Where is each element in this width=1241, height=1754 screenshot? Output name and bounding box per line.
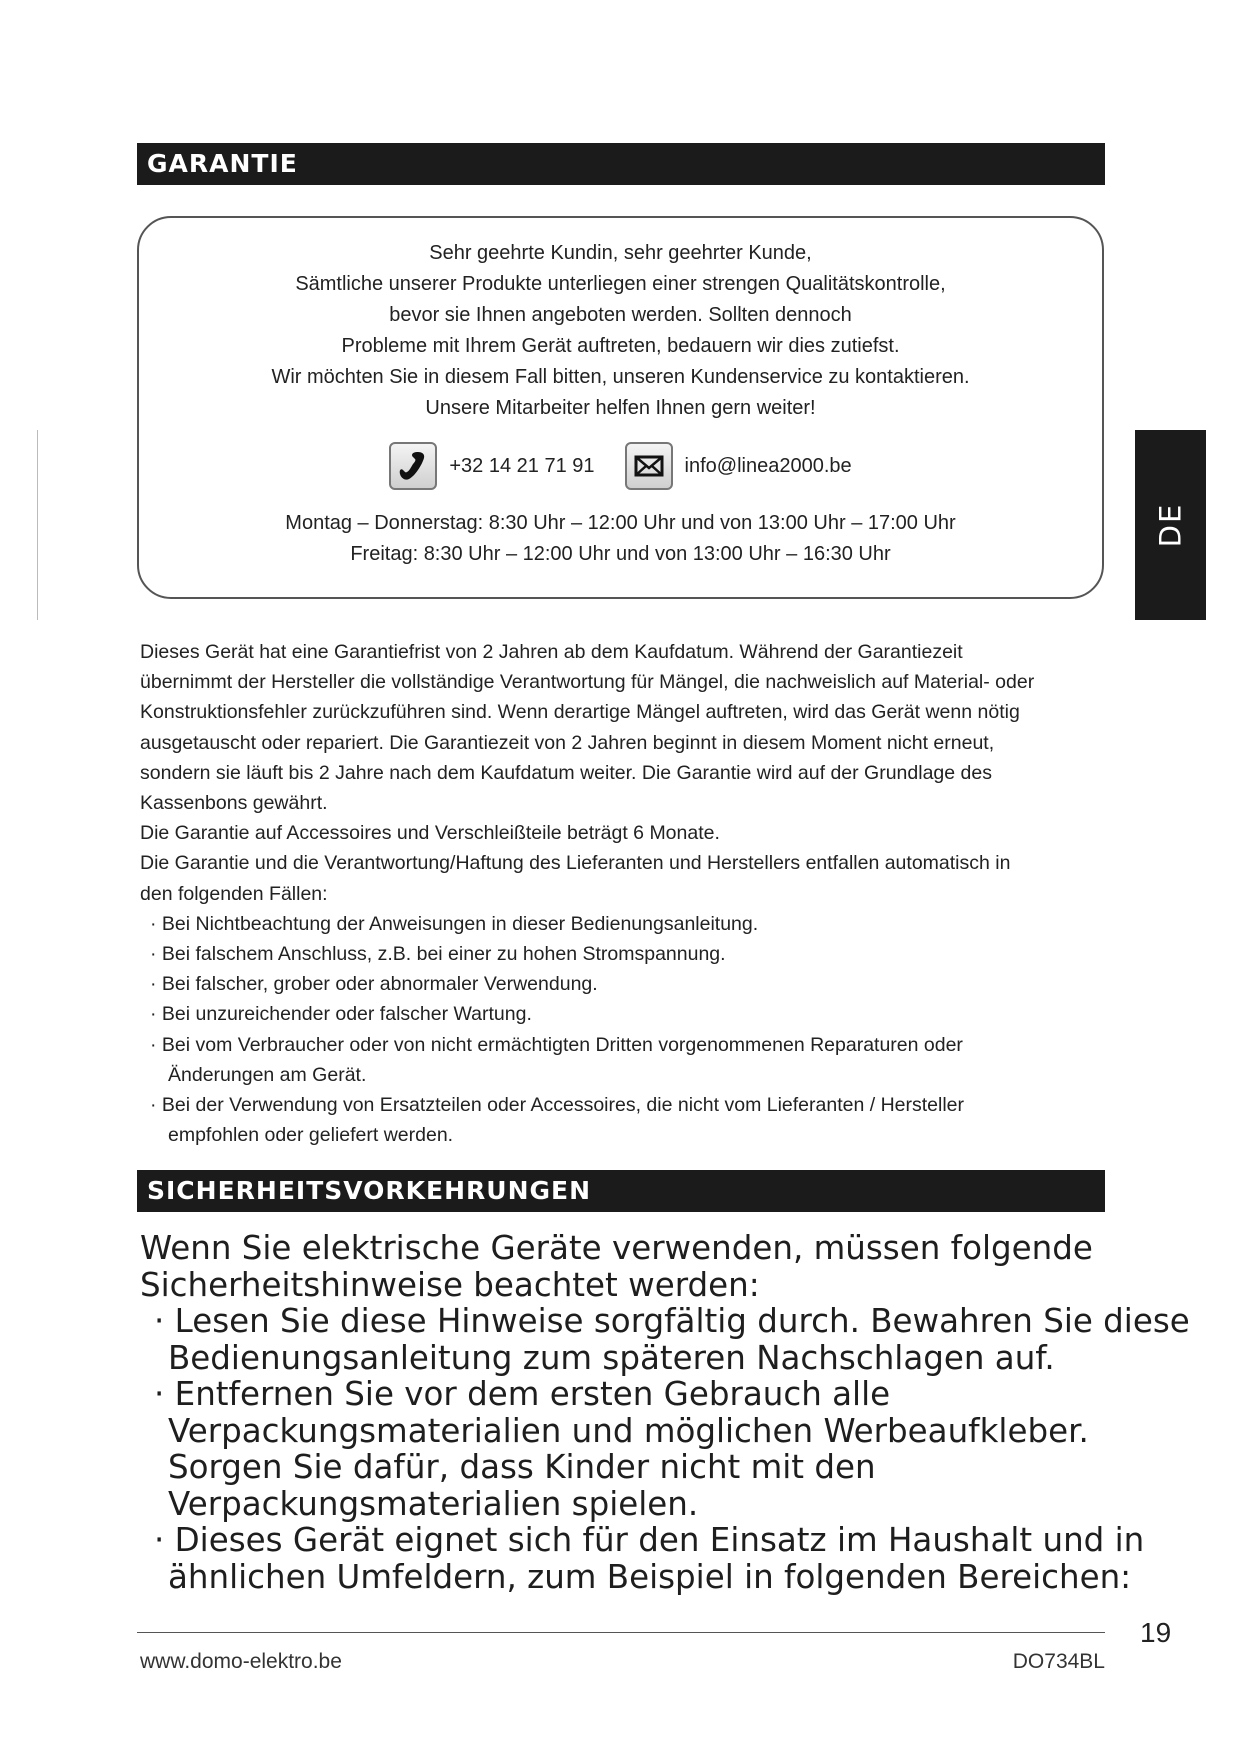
contact-row: [139, 442, 1102, 490]
safety-line: Wenn Sie elektrische Geräte verwenden, müssen folgende: [140, 1229, 1093, 1267]
phone-number[interactable]: +32 14 21 71 91: [449, 454, 595, 477]
greeting-line: bevor sie Ihnen angeboten werden. Sollten dennoch: [389, 304, 852, 326]
margin-rule: [37, 430, 38, 620]
safety-bullet: · Dieses Gerät eignet sich für den Einsatz im Haushalt und in: [154, 1521, 1145, 1559]
warranty-line: übernimmt der Hersteller die vollständige Verantwortung für Mängel, die nachweislich auf Material- oder: [140, 671, 1035, 694]
safety-text: [140, 1229, 1190, 1596]
greeting-line: Unsere Mitarbeiter helfen Ihnen gern weiter!: [425, 397, 816, 419]
safety-bullet-continuation: Sorgen Sie dafür, dass Kinder nicht mit den: [168, 1448, 876, 1486]
envelope-icon: [625, 442, 673, 490]
warranty-line: Kassenbons gewährt.: [140, 792, 328, 815]
phone-icon: [389, 442, 437, 490]
warranty-bullet: · Bei der Verwendung von Ersatzteilen oder Accessoires, die nicht vom Lieferanten / Hersteller: [150, 1094, 965, 1117]
warranty-line: Die Garantie und die Verantwortung/Haftung des Lieferanten und Herstellers entfallen automatisch in: [140, 852, 1011, 875]
warranty-text: [140, 637, 1100, 1150]
safety-bullet-continuation: Verpackungsmaterialien und möglichen Werbeaufkleber.: [168, 1411, 1089, 1450]
safety-bullet-continuation: Verpackungsmaterialien spielen.: [168, 1484, 699, 1523]
customer-service-box: [137, 216, 1104, 599]
greeting-line: Sehr geehrte Kundin, sehr geehrter Kunde,: [429, 242, 812, 264]
warranty-line: Konstruktionsfehler zurückzuführen sind. Wenn derartige Mängel auftreten, wird das Gerät wenn nötig: [140, 701, 1020, 724]
greeting-text: [139, 238, 1102, 424]
greeting-line: Sämtliche unserer Produkte unterliegen einer strengen Qualitätskontrolle,: [295, 273, 946, 295]
page-number: 19: [1140, 1617, 1172, 1648]
footer-model-number: DO734BL: [1012, 1650, 1105, 1673]
warranty-line: ausgetauscht oder repariert. Die Garantiezeit von 2 Jahren beginnt in diesem Moment nicht erneut,: [140, 731, 995, 754]
hours-line: Freitag: 8:30 Uhr – 12:00 Uhr und von 13:00 Uhr – 16:30 Uhr: [350, 543, 891, 565]
section-heading-sicherheit: SICHERHEITSVORKEHRUNGEN: [137, 1170, 1105, 1212]
greeting-line: Probleme mit Ihrem Gerät auftreten, bedauern wir dies zutiefst.: [341, 335, 900, 357]
footer-divider: [137, 1632, 1105, 1633]
warranty-bullet: · Bei vom Verbraucher oder von nicht ermächtigten Dritten vorgenommenen Reparaturen oder: [150, 1033, 963, 1056]
safety-line: Sicherheitshinweise beachtet werden:: [140, 1265, 760, 1304]
language-tab: [1135, 430, 1206, 620]
opening-hours: [139, 508, 1102, 570]
warranty-bullet: · Bei Nichtbeachtung der Anweisungen in dieser Bedienungsanleitung.: [150, 912, 759, 935]
safety-bullet-continuation: ähnlichen Umfeldern, zum Beispiel in folgenden Bereichen:: [168, 1557, 1132, 1596]
warranty-line: Die Garantie auf Accessoires und Verschleißteile beträgt 6 Monate.: [140, 822, 720, 845]
section-heading-garantie: GARANTIE: [137, 143, 1105, 185]
warranty-bullet-continuation: Änderungen am Gerät.: [168, 1063, 367, 1086]
warranty-bullet: · Bei unzureichender oder falscher Wartung.: [150, 1003, 532, 1026]
warranty-bullet-continuation: empfohlen oder geliefert werden.: [168, 1124, 454, 1147]
safety-bullet-continuation: Bedienungsanleitung zum späteren Nachschlagen auf.: [168, 1338, 1055, 1377]
warranty-bullet: · Bei falschem Anschluss, z.B. bei einer zu hohen Stromspannung.: [150, 943, 726, 966]
warranty-line: den folgenden Fällen:: [140, 882, 328, 905]
warranty-bullet: · Bei falscher, grober oder abnormaler Verwendung.: [150, 973, 598, 996]
language-tab-label: DE: [1153, 502, 1188, 548]
greeting-line: Wir möchten Sie in diesem Fall bitten, unseren Kundenservice zu kontaktieren.: [271, 366, 970, 388]
footer-website[interactable]: www.domo-elektro.be: [140, 1650, 342, 1673]
safety-bullet: · Lesen Sie diese Hinweise sorgfältig durch. Bewahren Sie diese: [154, 1302, 1190, 1340]
warranty-line: Dieses Gerät hat eine Garantiefrist von 2 Jahren ab dem Kaufdatum. Während der Garantiezeit: [140, 641, 963, 663]
email-address[interactable]: info@linea2000.be: [684, 454, 852, 477]
safety-bullet: · Entfernen Sie vor dem ersten Gebrauch alle: [154, 1375, 891, 1413]
warranty-line: sondern sie läuft bis 2 Jahre nach dem Kaufdatum weiter. Die Garantie wird auf der Grundlage des: [140, 761, 992, 784]
hours-line: Montag – Donnerstag: 8:30 Uhr – 12:00 Uhr und von 13:00 Uhr – 17:00 Uhr: [285, 512, 956, 534]
